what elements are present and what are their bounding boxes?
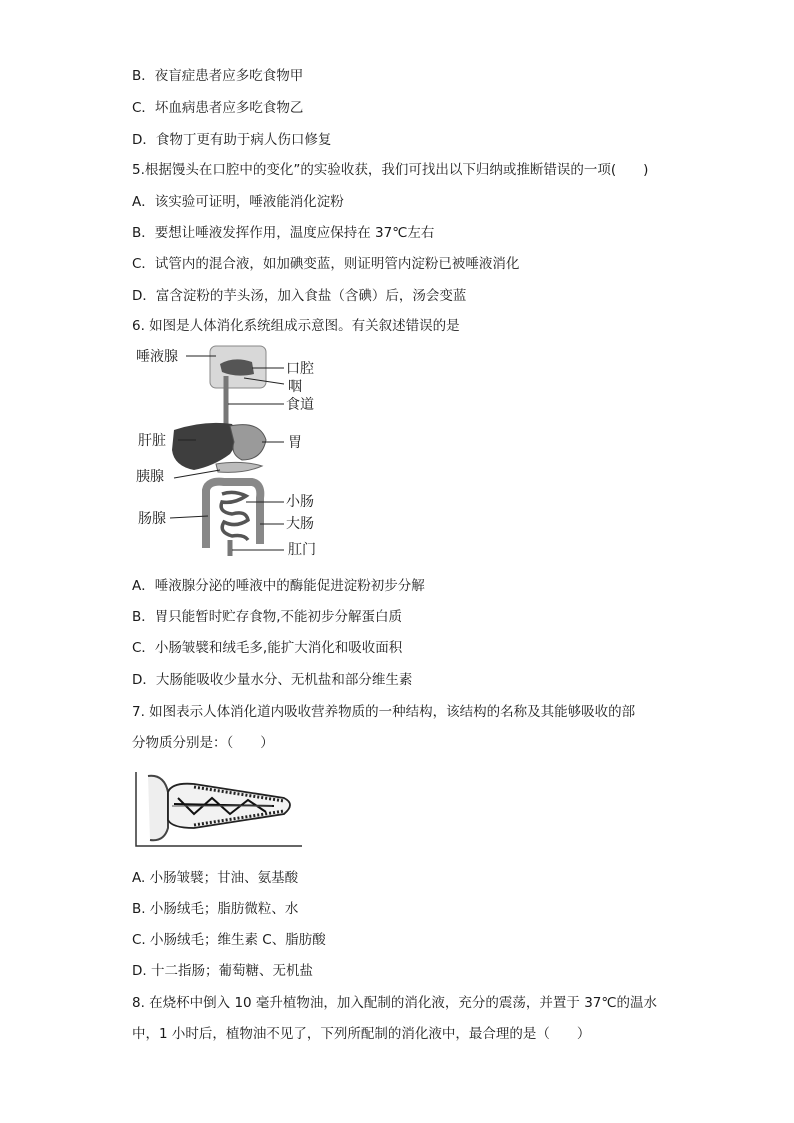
q4-option-b: B．夜盲症患者应多吃食物甲 [132,68,304,84]
q6-stem: 6. 如图是人体消化系统组成示意图。有关叙述错误的是 [132,318,460,334]
q4-option-c: C．坏血病患者应多吃食物乙 [132,100,304,116]
small-intestine-shape [221,492,248,540]
intestinal-villus-diagram [134,770,304,850]
label-pharynx: 咽 [288,379,302,395]
q7-option-b: B. 小肠绒毛；脂肪微粒、水 [132,901,299,917]
label-intestinal-gland: 肠腺 [138,511,166,527]
oral-cavity [220,359,254,375]
q7-option-c: C. 小肠绒毛；维生素 C、脂肪酸 [132,932,326,948]
stomach-shape [230,425,266,460]
digestive-system-diagram [134,342,354,564]
q6-option-a: A．唾液腺分泌的唾液中的酶能促进淀粉初步分解 [132,578,425,594]
q7-option-a: A. 小肠皱襞；甘油、氨基酸 [132,870,299,886]
label-liver: 肝脏 [138,433,166,449]
label-stomach: 胃 [288,435,302,451]
villus-base [148,776,168,840]
q8-stem-line2: 中，1 小时后，植物油不见了，下列所配制的消化液中，最合理的是（ ） [132,1026,591,1042]
label-pancreas: 胰腺 [136,469,164,485]
q5-stem: 5.根据馒头在口腔中的变化”的实验收获，我们可找出以下归纳或推断错误的一项( ) [132,162,649,178]
label-mouth: 口腔 [286,361,314,377]
label-large-intestine: 大肠 [286,516,314,532]
pancreas-shape [216,462,262,472]
q5-option-b: B．要想让唾液发挥作用，温度应保持在 37℃左右 [132,225,435,241]
q6-option-b: B．胃只能暂时贮存食物,不能初步分解蛋白质 [132,609,403,625]
label-small-intestine: 小肠 [286,494,314,510]
label-esophagus: 食道 [286,397,314,413]
q8-stem-line1: 8. 在烧杯中倒入 10 毫升植物油，加入配制的消化液，充分的震荡，并置于 37℃的温水 [132,995,658,1011]
q4-option-d: D．食物丁更有助于病人伤口修复 [132,132,332,148]
label-anus: 肛门 [288,542,316,558]
label-salivary-gland: 唾液腺 [136,349,178,365]
q7-stem-line1: 7. 如图表示人体消化道内吸收营养物质的一种结构，该结构的名称及其能够吸收的部 [132,704,636,720]
q7-option-d: D. 十二指肠；葡萄糖、无机盐 [132,963,313,979]
q5-option-a: A．该实验可证明，唾液能消化淀粉 [132,194,344,210]
q5-option-c: C．试管内的混合液，如加碘变蓝，则证明管内淀粉已被唾液消化 [132,256,520,272]
q7-stem-line2: 分物质分别是：（ ） [132,735,274,751]
q5-option-d: D．富含淀粉的芋头汤，加入食盐（含碘）后，汤会变蓝 [132,288,467,304]
q6-option-c: C．小肠皱襞和绒毛多,能扩大消化和吸收面积 [132,640,403,656]
q6-option-d: D．大肠能吸收少量水分、无机盐和部分维生素 [132,672,413,688]
